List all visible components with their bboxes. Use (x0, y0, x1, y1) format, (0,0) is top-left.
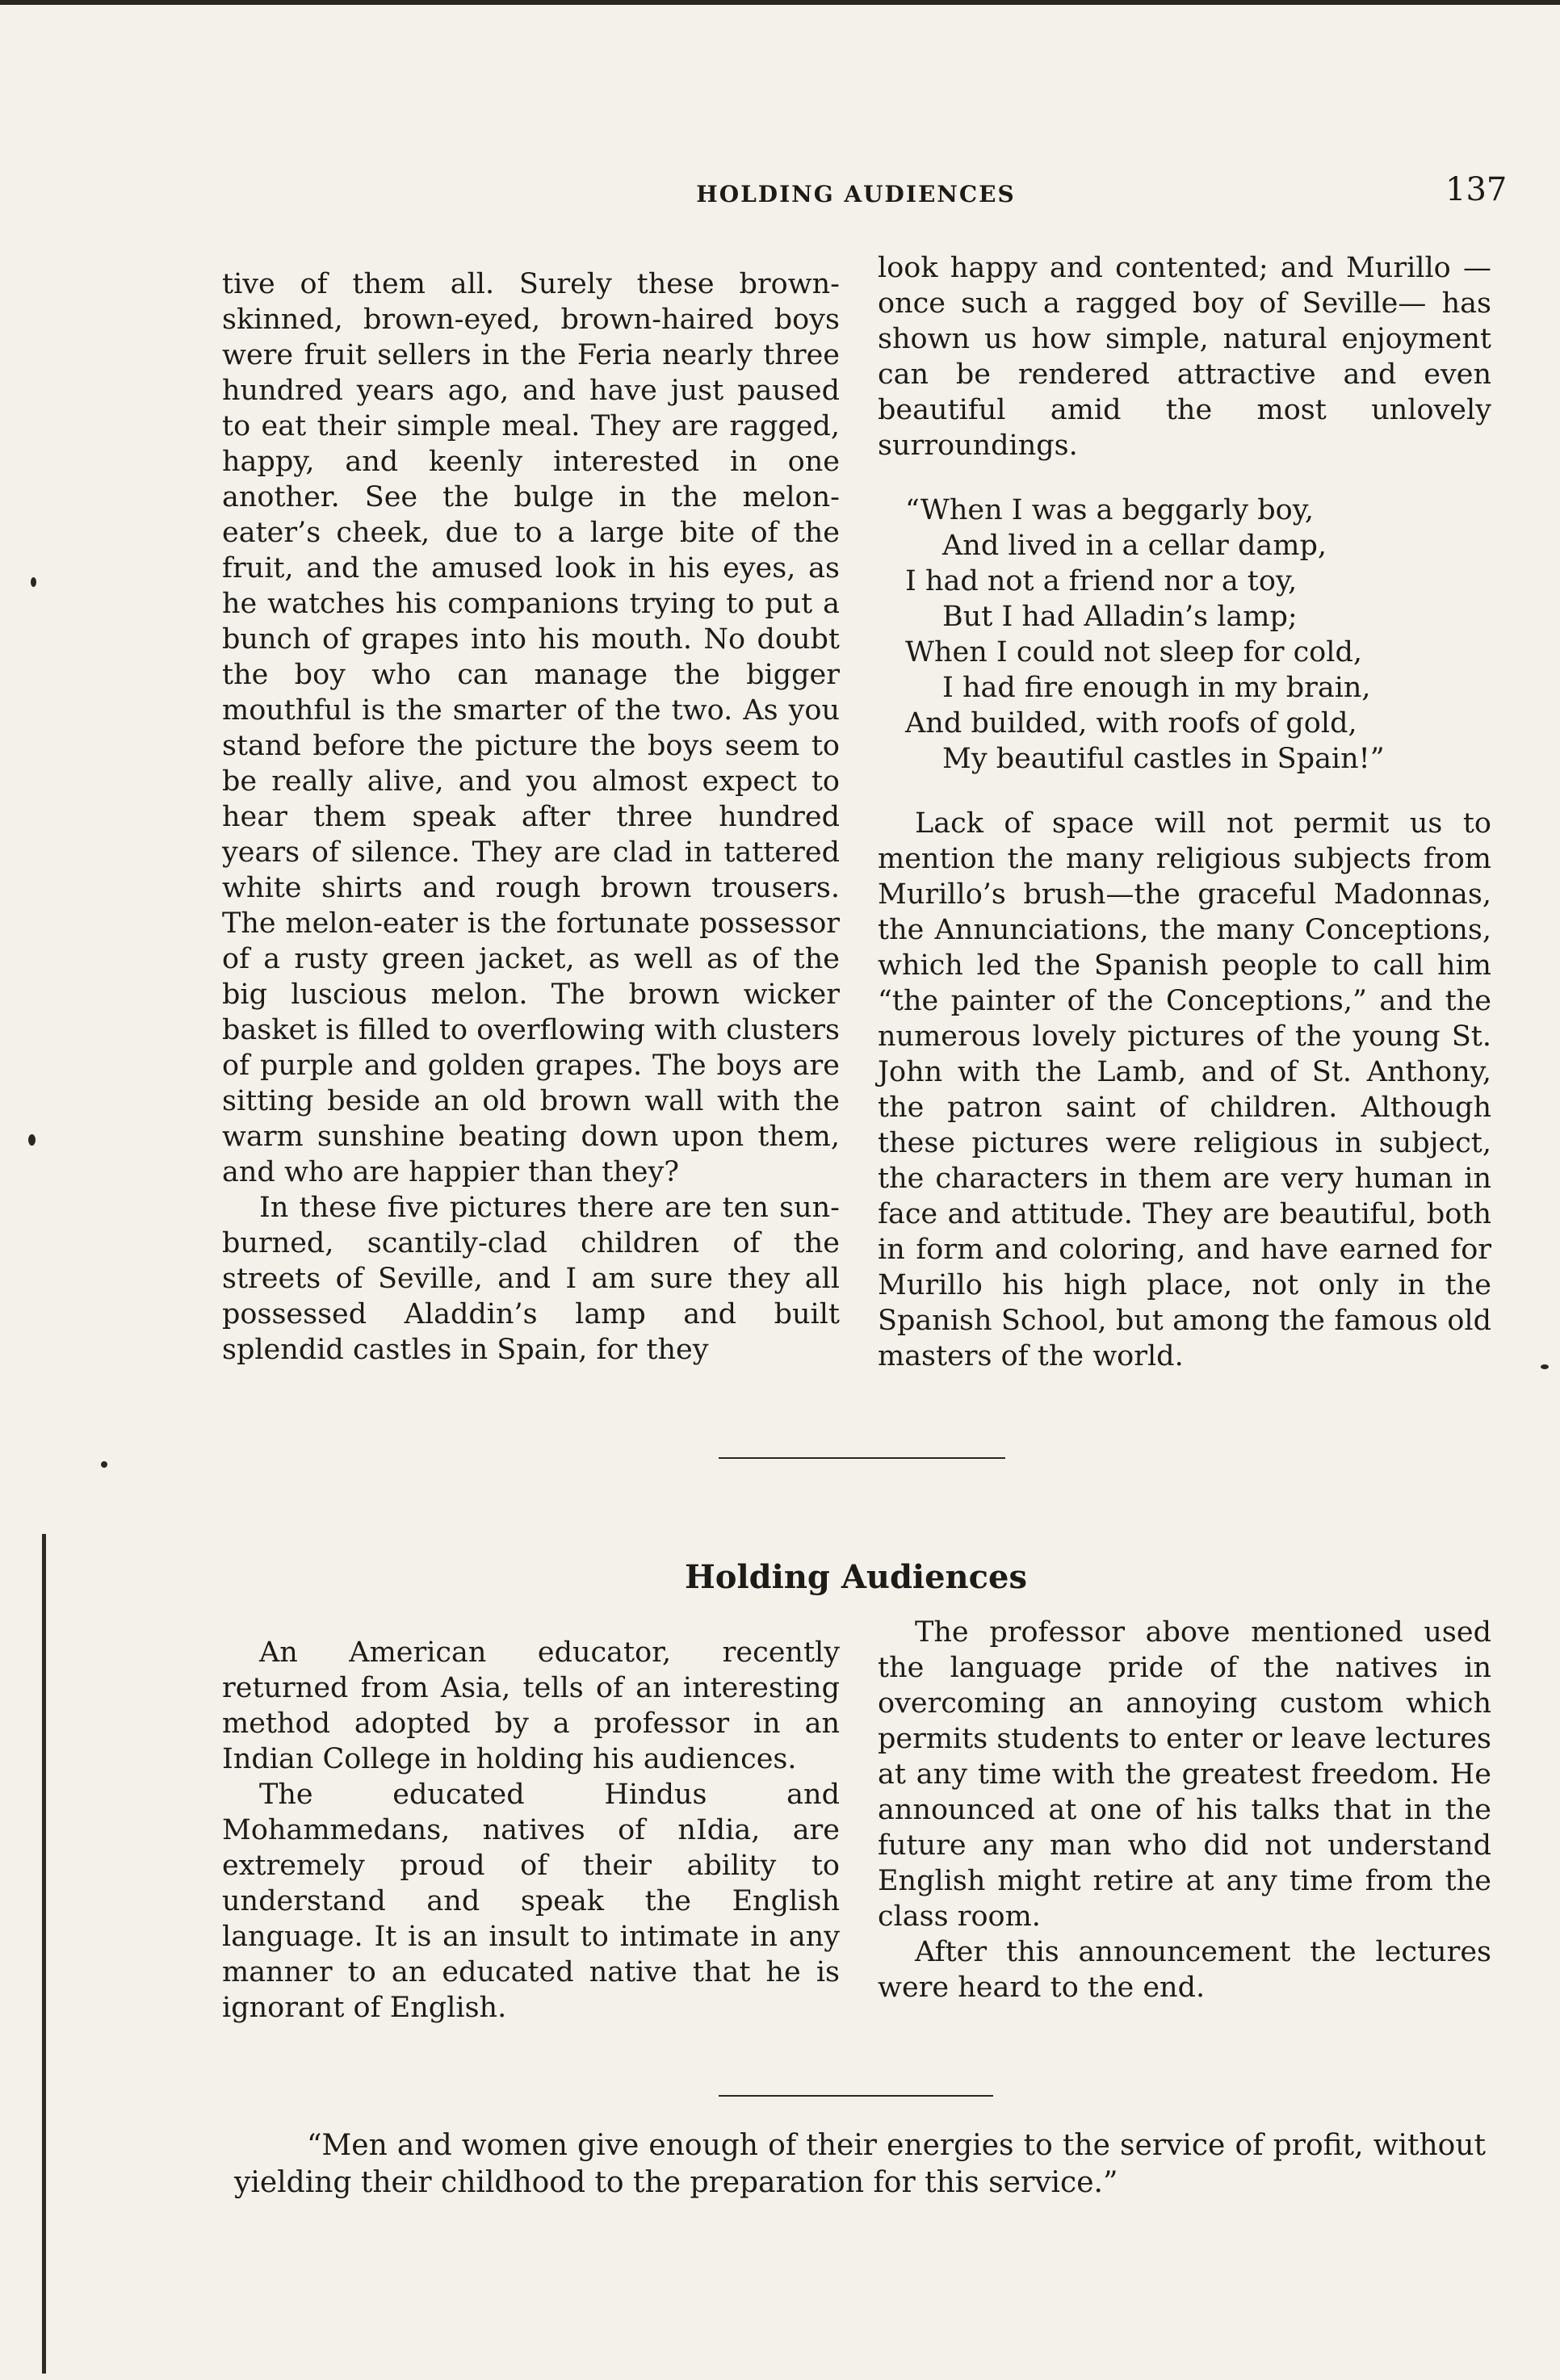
article1-right-intro: look happy and contented; and Murillo —once such a ragged boy of Seville— has shown us how simple, natural enjoyment can be rendered attractive and even beautiful amid the most unlovely surroundings. (878, 252, 1491, 462)
footer-quote-text: “Men and women give enough of their energies to the service of profit, without yielding their childhood to the preparation for this service.” (234, 2129, 1486, 2199)
poem-line: And builded, with roofs of gold, (905, 707, 1357, 740)
binding-edge-line (42, 1534, 46, 2374)
article1-right-paragraph: Lack of space will not permit us to mention the many religious subjects from Murillo’s brush—the graceful Madonnas, the Annunciations, the many Conceptions, which led the Spanish people to call him “the painter of the Conceptions,” and the numerous lovely pictures of the young St. John with the Lamb, and of St. Anthony, the patron saint of children. Although these pictures were religious in subject, the characters in them are very human in face and attitude. They are beautiful, both in form and coloring, and have earned for Murillo his high place, not only in the Spanish School, but among the famous old masters of the world. (878, 807, 1491, 1372)
ink-speck (1541, 1364, 1549, 1369)
poem (905, 492, 1491, 777)
poem-line: When I could not sleep for cold, (905, 636, 1362, 668)
ink-speck (28, 1134, 36, 1146)
article1-left-column (222, 266, 840, 1368)
ink-speck (101, 1461, 107, 1468)
running-head: HOLDING AUDIENCES (696, 181, 1016, 207)
footer-quote (234, 2127, 1486, 2202)
section-divider (719, 2095, 993, 2097)
ink-speck (31, 577, 36, 587)
poem-line: My beautiful castles in Spain!” (942, 743, 1385, 775)
article2-paragraph: After this announcement the lectures were heard to the end. (878, 1936, 1491, 2004)
article1-right-column (878, 250, 1491, 1374)
article2-paragraph: The professor above mentioned used the language pride of the natives in overcoming an annoying custom which permits students to enter or leave lectures at any time with the greatest freedom. He announced at one of his talks that in the future any man who did not understand English might retire at any time from the class room. (878, 1616, 1491, 1933)
article2-title: Holding Audiences (685, 1558, 1027, 1596)
poem-line: I had not a friend nor a toy, (905, 565, 1298, 597)
article2-paragraph: An American educator, recently returned from Asia, tells of an interesting method adopted by a professor in an Indian College in holding his audiences. (222, 1636, 840, 1775)
section-divider (719, 1457, 1005, 1459)
poem-line: And lived in a cellar damp, (942, 530, 1327, 562)
poem-line: “When I was a beggarly boy, (905, 494, 1314, 526)
article1-left-paragraph: tive of them all. Surely these brown-skinned, brown-eyed, brown-haired boys were fruit sellers in the Feria nearly three hundred years ago, and have just paused to eat their simple meal. They are ragged, happy, and keenly interested in one another. See the bulge in the melon-eater’s cheek, due to a large bite of the fruit, and the amused look in his eyes, as he watches his companions trying to put a bunch of grapes into his mouth. No doubt the boy who can manage the bigger mouthful is the smarter of the two. As you stand before the picture the boys seem to be really alive, and you almost expect to hear them speak after three hundred years of silence. They are clad in tattered white shirts and rough brown trousers. The melon-eater is the fortunate possessor of a rusty green jacket, as well as of the big luscious melon. The brown wicker basket is filled to overflowing with clusters of purple and golden grapes. The boys are sitting beside an old brown wall with the warm sunshine beating down upon them, and who are happier than they? (222, 268, 840, 1188)
article1-left-paragraph: In these five pictures there are ten sun-burned, scantily-clad children of the streets of Seville, and I am sure they all possessed Aladdin’s lamp and built splendid castles in Spain, for they (222, 1192, 840, 1366)
article2-left-column (222, 1635, 840, 2026)
poem-line: But I had Alladin’s lamp; (942, 601, 1298, 633)
top-edge-line (0, 0, 1560, 5)
page-number: 137 (1445, 171, 1508, 208)
poem-line: I had fire enough in my brain, (942, 672, 1371, 704)
article2-right-column (878, 1615, 1491, 2005)
article2-paragraph: The educated Hindus and Mohammedans, natives of nIdia, are extremely proud of their ability to understand and speak the English language. It is an insult to intimate in any manner to an educated native that he is ignorant of English. (222, 1779, 840, 2024)
